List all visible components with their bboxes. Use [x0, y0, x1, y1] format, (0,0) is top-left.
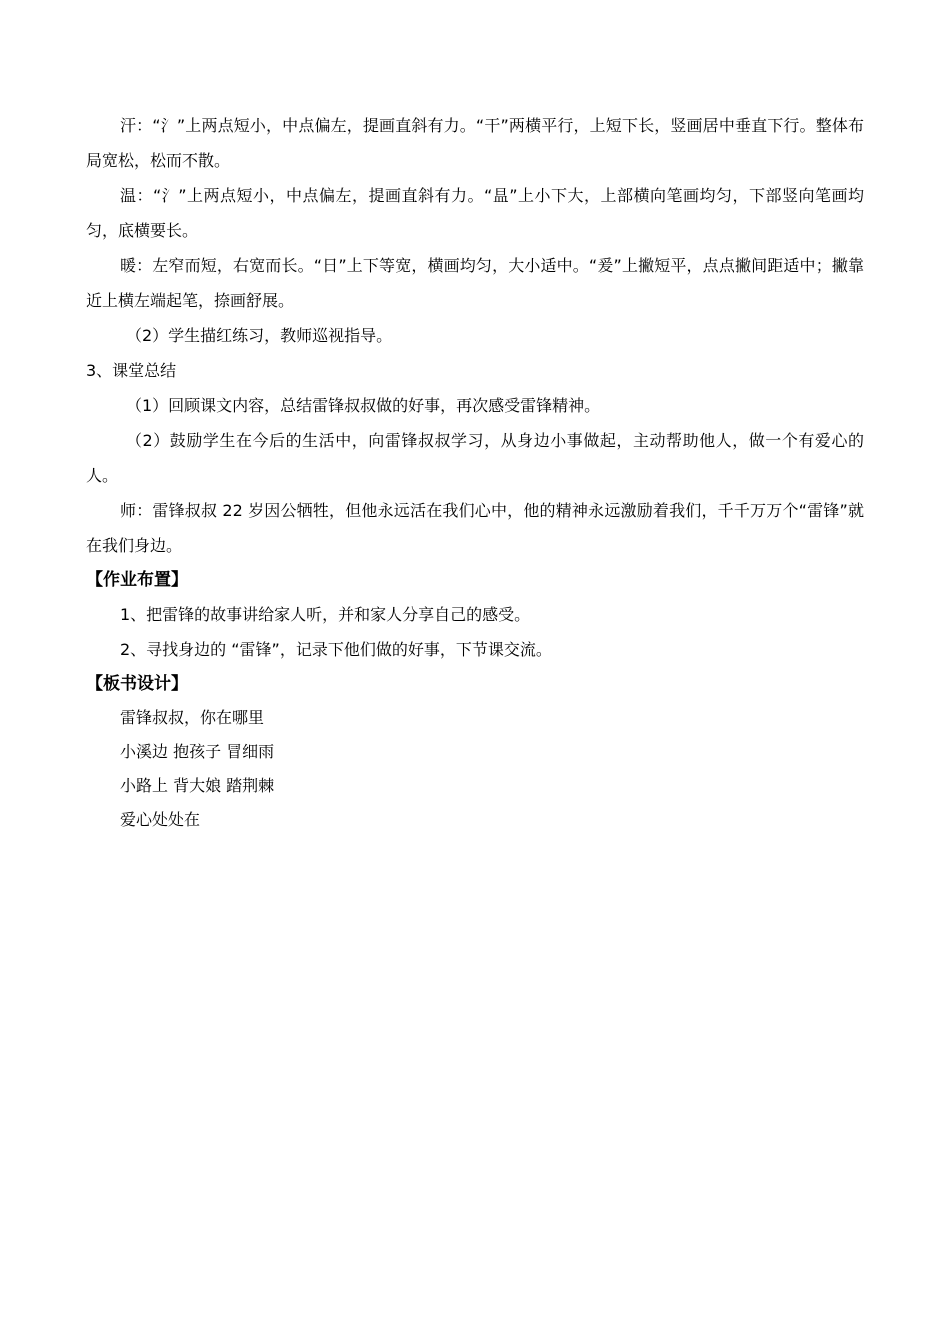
board-line-2: 小溪边 抱孩子 冒细雨: [120, 742, 275, 761]
summary-point-2: （2）鼓励学生在今后的生活中，向雷锋叔叔学习，从身边小事做起，主动帮助他人，做一个有爱心的人。: [86, 431, 864, 485]
homework-item-2: 2、寻找身边的 “雷锋”，记录下他们做的好事，下节课交流。: [120, 640, 552, 659]
practice-step: （2）学生描红练习，教师巡视指导。: [126, 326, 393, 345]
homework-heading: 【作业布置】: [86, 570, 188, 590]
board-line-1: 雷锋叔叔，你在哪里: [120, 708, 265, 727]
stroke-guide-nuan: 暖：左窄而短，右宽而长。“日”上下等宽，横画均匀，大小适中。“爰”上撇短平，点点撇间距适中；撇靠近上横左端起笔，捺画舒展。: [86, 256, 864, 310]
stroke-guide-wen: 温：“氵”上两点短小，中点偏左，提画直斜有力。“昷”上小下大，上部横向笔画均匀，下部竖向笔画均匀，底横要长。: [86, 186, 864, 240]
teacher-remark: 师：雷锋叔叔 22 岁因公牺牲，但他永远活在我们心中，他的精神永远激励着我们，千千万万个“雷锋”就在我们身边。: [86, 501, 864, 555]
board-line-4: 爱心处处在: [120, 810, 201, 829]
stroke-guide-han: 汗：“氵”上两点短小，中点偏左，提画直斜有力。“干”两横平行，上短下长，竖画居中垂直下行。整体布局宽松，松而不散。: [86, 116, 864, 170]
board-heading: 【板书设计】: [86, 674, 188, 694]
section-summary-title: 3、课堂总结: [86, 361, 177, 380]
summary-point-1: （1）回顾课文内容，总结雷锋叔叔做的好事，再次感受雷锋精神。: [126, 396, 601, 415]
document-page: [86, 108, 864, 837]
homework-item-1: 1、把雷锋的故事讲给家人听，并和家人分享自己的感受。: [120, 605, 531, 624]
board-line-3: 小路上 背大娘 踏荆棘: [120, 776, 275, 795]
